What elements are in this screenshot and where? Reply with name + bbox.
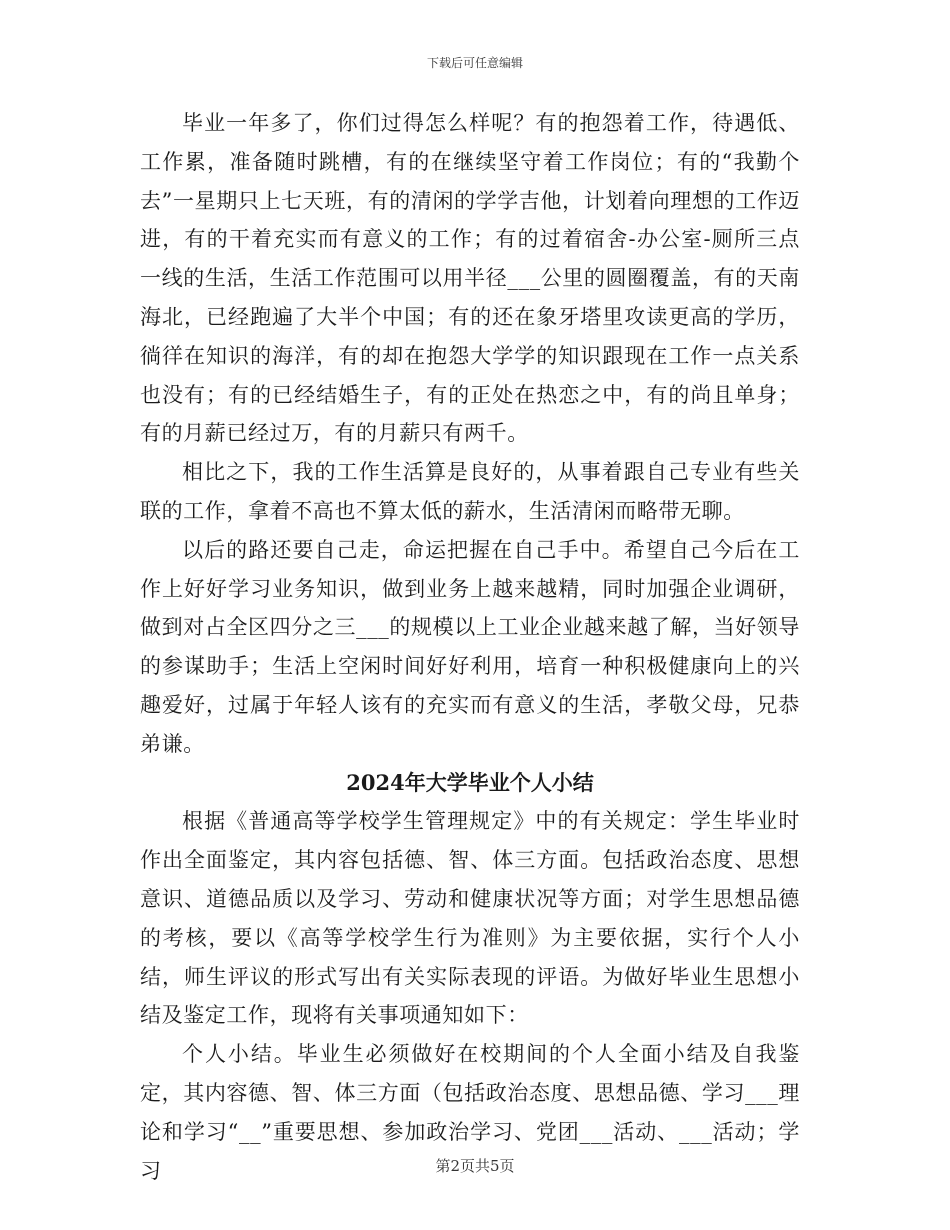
section-title: 2024年大学毕业个人小结 <box>346 769 594 795</box>
paragraph-3: 以后的路还要自己走，命运把握在自己手中。希望自己今后在工作上好好学习业务知识，做到业务上越来越精，同时加强企业调研，做到对占全区四分之三___的规模以上工业企业越来越了解，当好领导的参谋助手；生活上空闲时间好好利用，培育一种积极健康向上的兴趣爱好，过属于年轻人该有的充实而有意义的生活，孝敬父母，兄恭弟谦。 <box>140 537 800 756</box>
document-body <box>140 104 800 1190</box>
paragraph-1: 毕业一年多了，你们过得怎么样呢？有的抱怨着工作，待遇低、工作累，准备随时跳槽，有的在继续坚守着工作岗位；有的“我勤个去”一星期只上七天班，有的清闲的学学吉他，计划着向理想的工作迈进，有的干着充实而有意义的工作；有的过着宿舍-办公室-厕所三点一线的生活，生活工作范围可以用半径___公里的圆圈覆盖，有的天南海北，已经跑遍了大半个中国；有的还在象牙塔里攻读更高的学历，徜徉在知识的海洋，有的却在抱怨大学学的知识跟现在工作一点关系也没有；有的已经结婚生子，有的正处在热恋之中，有的尚且单身；有的月薪已经过万，有的月薪只有两千。 <box>140 111 800 446</box>
section-paragraph-2: 个人小结。毕业生必须做好在校期间的个人全面小结及自我鉴定，其内容德、智、体三方面（包括政治态度、思想品德、学习___理论和学习“__”重要思想、参加政治学习、党团___活动、___活动；学习 <box>140 1042 800 1183</box>
paragraph-2: 相比之下，我的工作生活算是良好的，从事着跟自己专业有些关联的工作，拿着不高也不算太低的薪水，生活清闲而略带无聊。 <box>140 460 800 523</box>
page-header-note: 下载后可任意编辑 <box>426 56 523 70</box>
page-number-footer: 第2页共5页 <box>435 1157 515 1175</box>
section-paragraph-1: 根据《普通高等学校学生管理规定》中的有关规定：学生毕业时作出全面鉴定，其内容包括德、智、体三方面。包括政治态度、思想意识、道德品质以及学习、劳动和健康状况等方面；对学生思想品德的考核，要以《高等学校学生行为准则》为主要依据，实行个人小结，师生评议的形式写出有关实际表现的评语。为做好毕业生思想小结及鉴定工作，现将有关事项通知如下： <box>140 809 800 1028</box>
